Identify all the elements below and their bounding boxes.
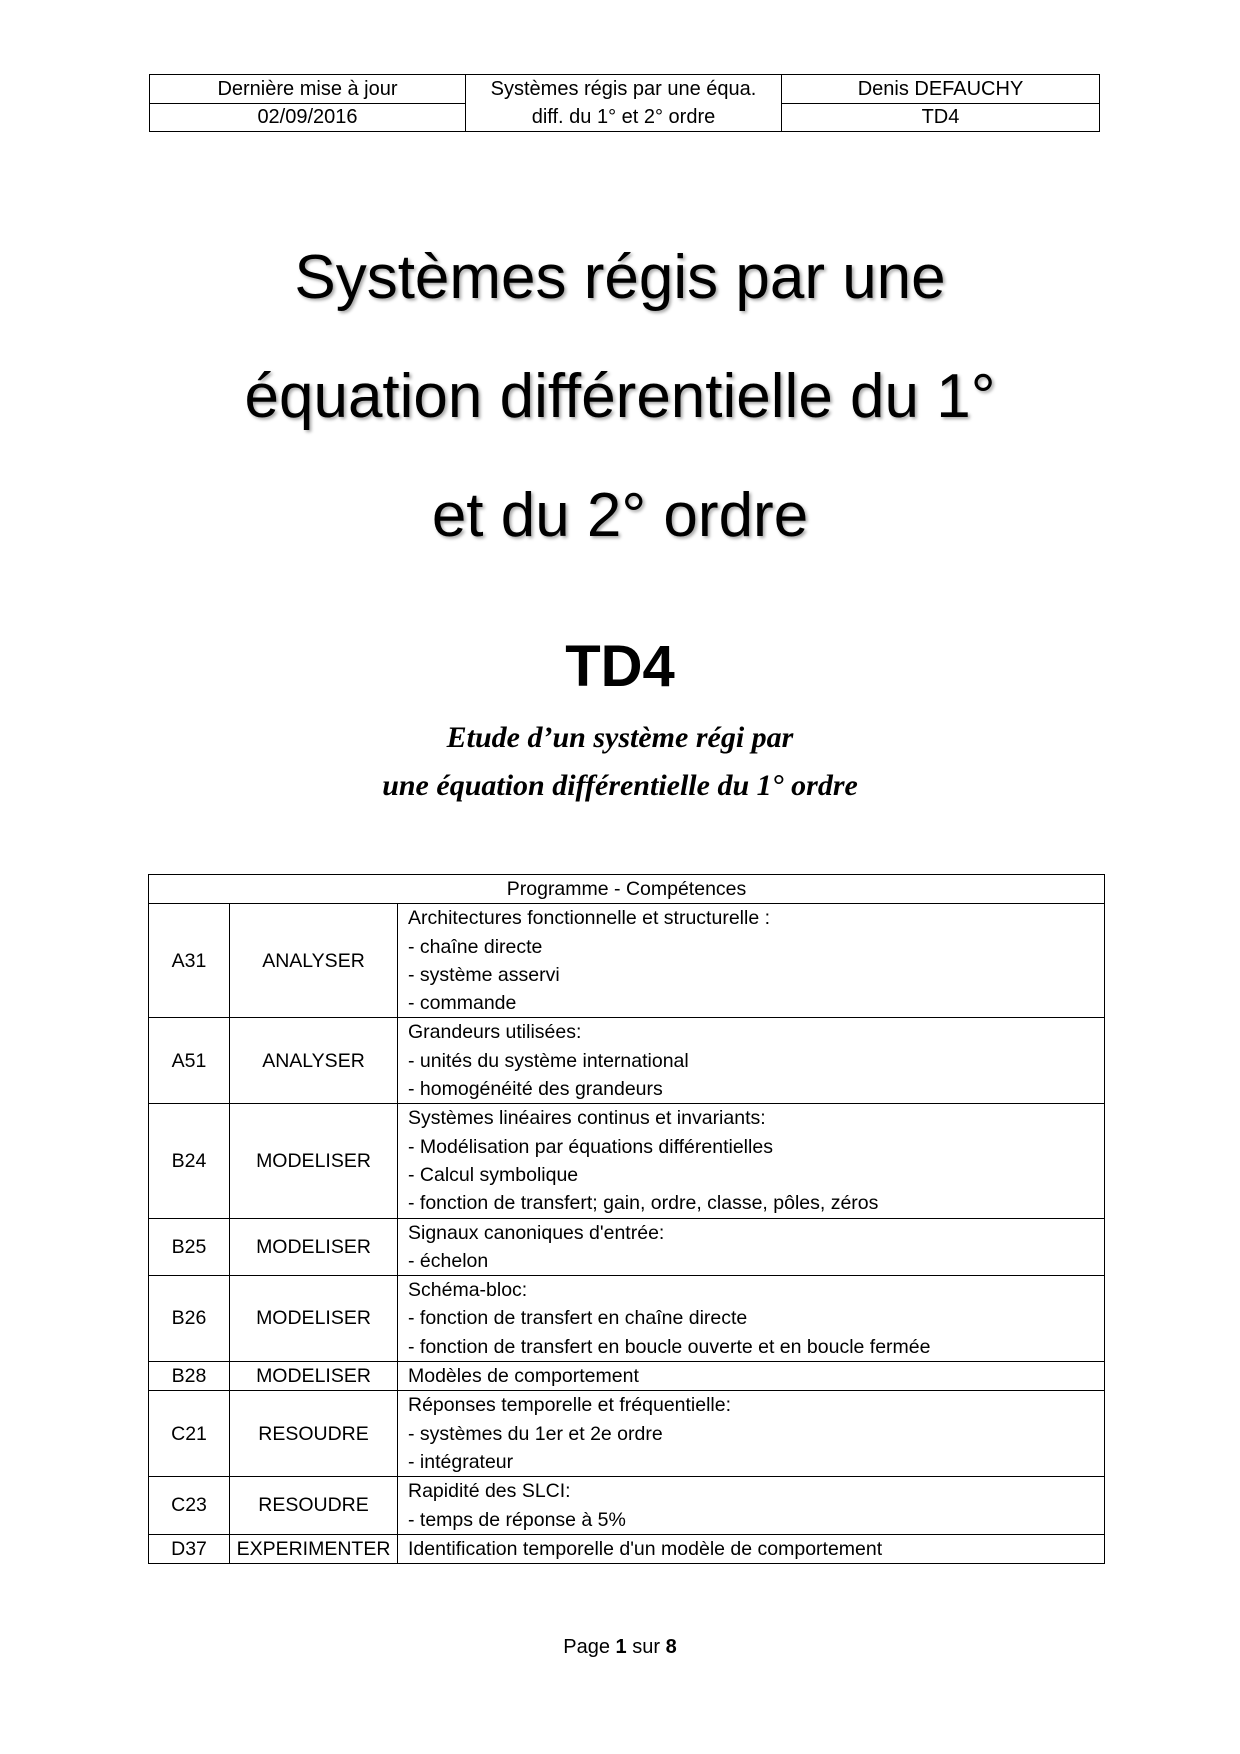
- competence-row: [149, 1218, 1105, 1276]
- competence-code: C23: [149, 1477, 230, 1535]
- competence-description-line: Modèles de comportement: [408, 1365, 639, 1388]
- competence-description: [398, 1018, 1105, 1104]
- title-line-1: Systèmes régis par une: [294, 243, 946, 312]
- document-subject: [466, 75, 782, 132]
- competence-domain: ANALYSER: [230, 1018, 398, 1104]
- competence-description-line: Signaux canoniques d'entrée:: [408, 1221, 665, 1244]
- competence-description-line: - système asservi: [408, 963, 560, 986]
- competence-description-line: - unités du système international: [408, 1049, 689, 1072]
- competence-domain: ANALYSER: [230, 904, 398, 1018]
- competence-row: [149, 1018, 1105, 1104]
- competences-table: [148, 874, 1105, 1564]
- subtitle-line-2: une équation différentielle du 1° ordre: [382, 769, 858, 802]
- competence-description-line: Rapidité des SLCI:: [408, 1480, 571, 1503]
- subject-line-2: diff. du 1° et 2° ordre: [531, 106, 716, 128]
- competence-code: A51: [149, 1018, 230, 1104]
- competence-description-line: Systèmes linéaires continus et invariants:: [408, 1107, 766, 1130]
- competence-domain: RESOUDRE: [230, 1391, 398, 1477]
- competence-description-line: - temps de réponse à 5%: [408, 1508, 626, 1531]
- competence-description-line: - intégrateur: [408, 1450, 514, 1473]
- competence-description-line: - fonction de transfert; gain, ordre, classe, pôles, zéros: [408, 1192, 879, 1215]
- competence-description-line: - chaîne directe: [408, 935, 543, 958]
- subtitle-line-1: Etude d’un système régi par: [446, 721, 794, 754]
- competence-description-line: - Modélisation par équations différentielles: [408, 1135, 773, 1158]
- competence-description-line: Schéma-bloc:: [408, 1279, 528, 1302]
- competence-code: B26: [149, 1276, 230, 1362]
- competence-description-line: Réponses temporelle et fréquentielle:: [408, 1394, 732, 1417]
- competence-code: B28: [149, 1362, 230, 1391]
- page-word: Page: [563, 1636, 610, 1658]
- page-total: 8: [665, 1636, 677, 1658]
- competence-row: [149, 904, 1105, 1018]
- competence-domain: MODELISER: [230, 1362, 398, 1391]
- competence-description: [398, 904, 1105, 1018]
- competence-description-line: - fonction de transfert en chaîne directe: [408, 1307, 748, 1330]
- competence-description-line: - homogénéité des grandeurs: [408, 1078, 663, 1101]
- competence-code: A31: [149, 904, 230, 1018]
- last-update-date: 02/09/2016: [150, 103, 466, 132]
- competence-description-line: Architectures fonctionnelle et structurelle :: [408, 907, 771, 930]
- last-update-label: Dernière mise à jour: [150, 75, 466, 104]
- competence-description: [398, 1104, 1105, 1218]
- competence-row: [149, 1104, 1105, 1218]
- competence-row: [149, 1534, 1105, 1563]
- competence-description: [398, 1391, 1105, 1477]
- competence-row: [149, 1391, 1105, 1477]
- competence-code: C21: [149, 1391, 230, 1477]
- page-footer: [0, 1636, 1240, 1659]
- competence-description-line: - Calcul symbolique: [408, 1163, 579, 1186]
- header-table: [149, 74, 1100, 132]
- page-sep-word: sur: [632, 1636, 661, 1658]
- competence-description-line: Grandeurs utilisées:: [408, 1021, 582, 1044]
- subject-line-1: Systèmes régis par une équa.: [490, 78, 757, 100]
- competence-code: B25: [149, 1218, 230, 1276]
- competence-row: [149, 1362, 1105, 1391]
- document-id: TD4: [782, 103, 1100, 132]
- competence-row: [149, 1477, 1105, 1535]
- competences-heading-row: [149, 875, 1105, 904]
- competence-domain: MODELISER: [230, 1276, 398, 1362]
- author-name: Denis DEFAUCHY: [782, 75, 1100, 104]
- competence-description-line: Identification temporelle d'un modèle de comportement: [408, 1537, 883, 1560]
- competence-row: [149, 1276, 1105, 1362]
- competence-description: [398, 1362, 1105, 1391]
- competences-heading: Programme - Compétences: [149, 875, 1105, 904]
- competence-description-line: - systèmes du 1er et 2e ordre: [408, 1422, 663, 1445]
- competence-description-line: - fonction de transfert en boucle ouverte et en boucle fermée: [408, 1335, 931, 1358]
- page-current: 1: [615, 1636, 627, 1658]
- competence-description-line: - commande: [408, 992, 517, 1015]
- competence-description: [398, 1218, 1105, 1276]
- title-line-3: et du 2° ordre: [431, 481, 809, 550]
- competence-domain: RESOUDRE: [230, 1477, 398, 1535]
- competence-description: [398, 1276, 1105, 1362]
- subtitle: [0, 714, 1240, 810]
- competence-code: B24: [149, 1104, 230, 1218]
- competence-description: [398, 1477, 1105, 1535]
- competence-code: D37: [149, 1534, 230, 1563]
- competence-description-line: - échelon: [408, 1249, 489, 1272]
- competence-domain: MODELISER: [230, 1218, 398, 1276]
- competence-domain: MODELISER: [230, 1104, 398, 1218]
- title-line-2: équation différentielle du 1°: [244, 362, 996, 431]
- td-label: TD4: [565, 634, 675, 699]
- competence-description: [398, 1534, 1105, 1563]
- page-title: [0, 218, 1240, 575]
- competence-domain: EXPERIMENTER: [230, 1534, 398, 1563]
